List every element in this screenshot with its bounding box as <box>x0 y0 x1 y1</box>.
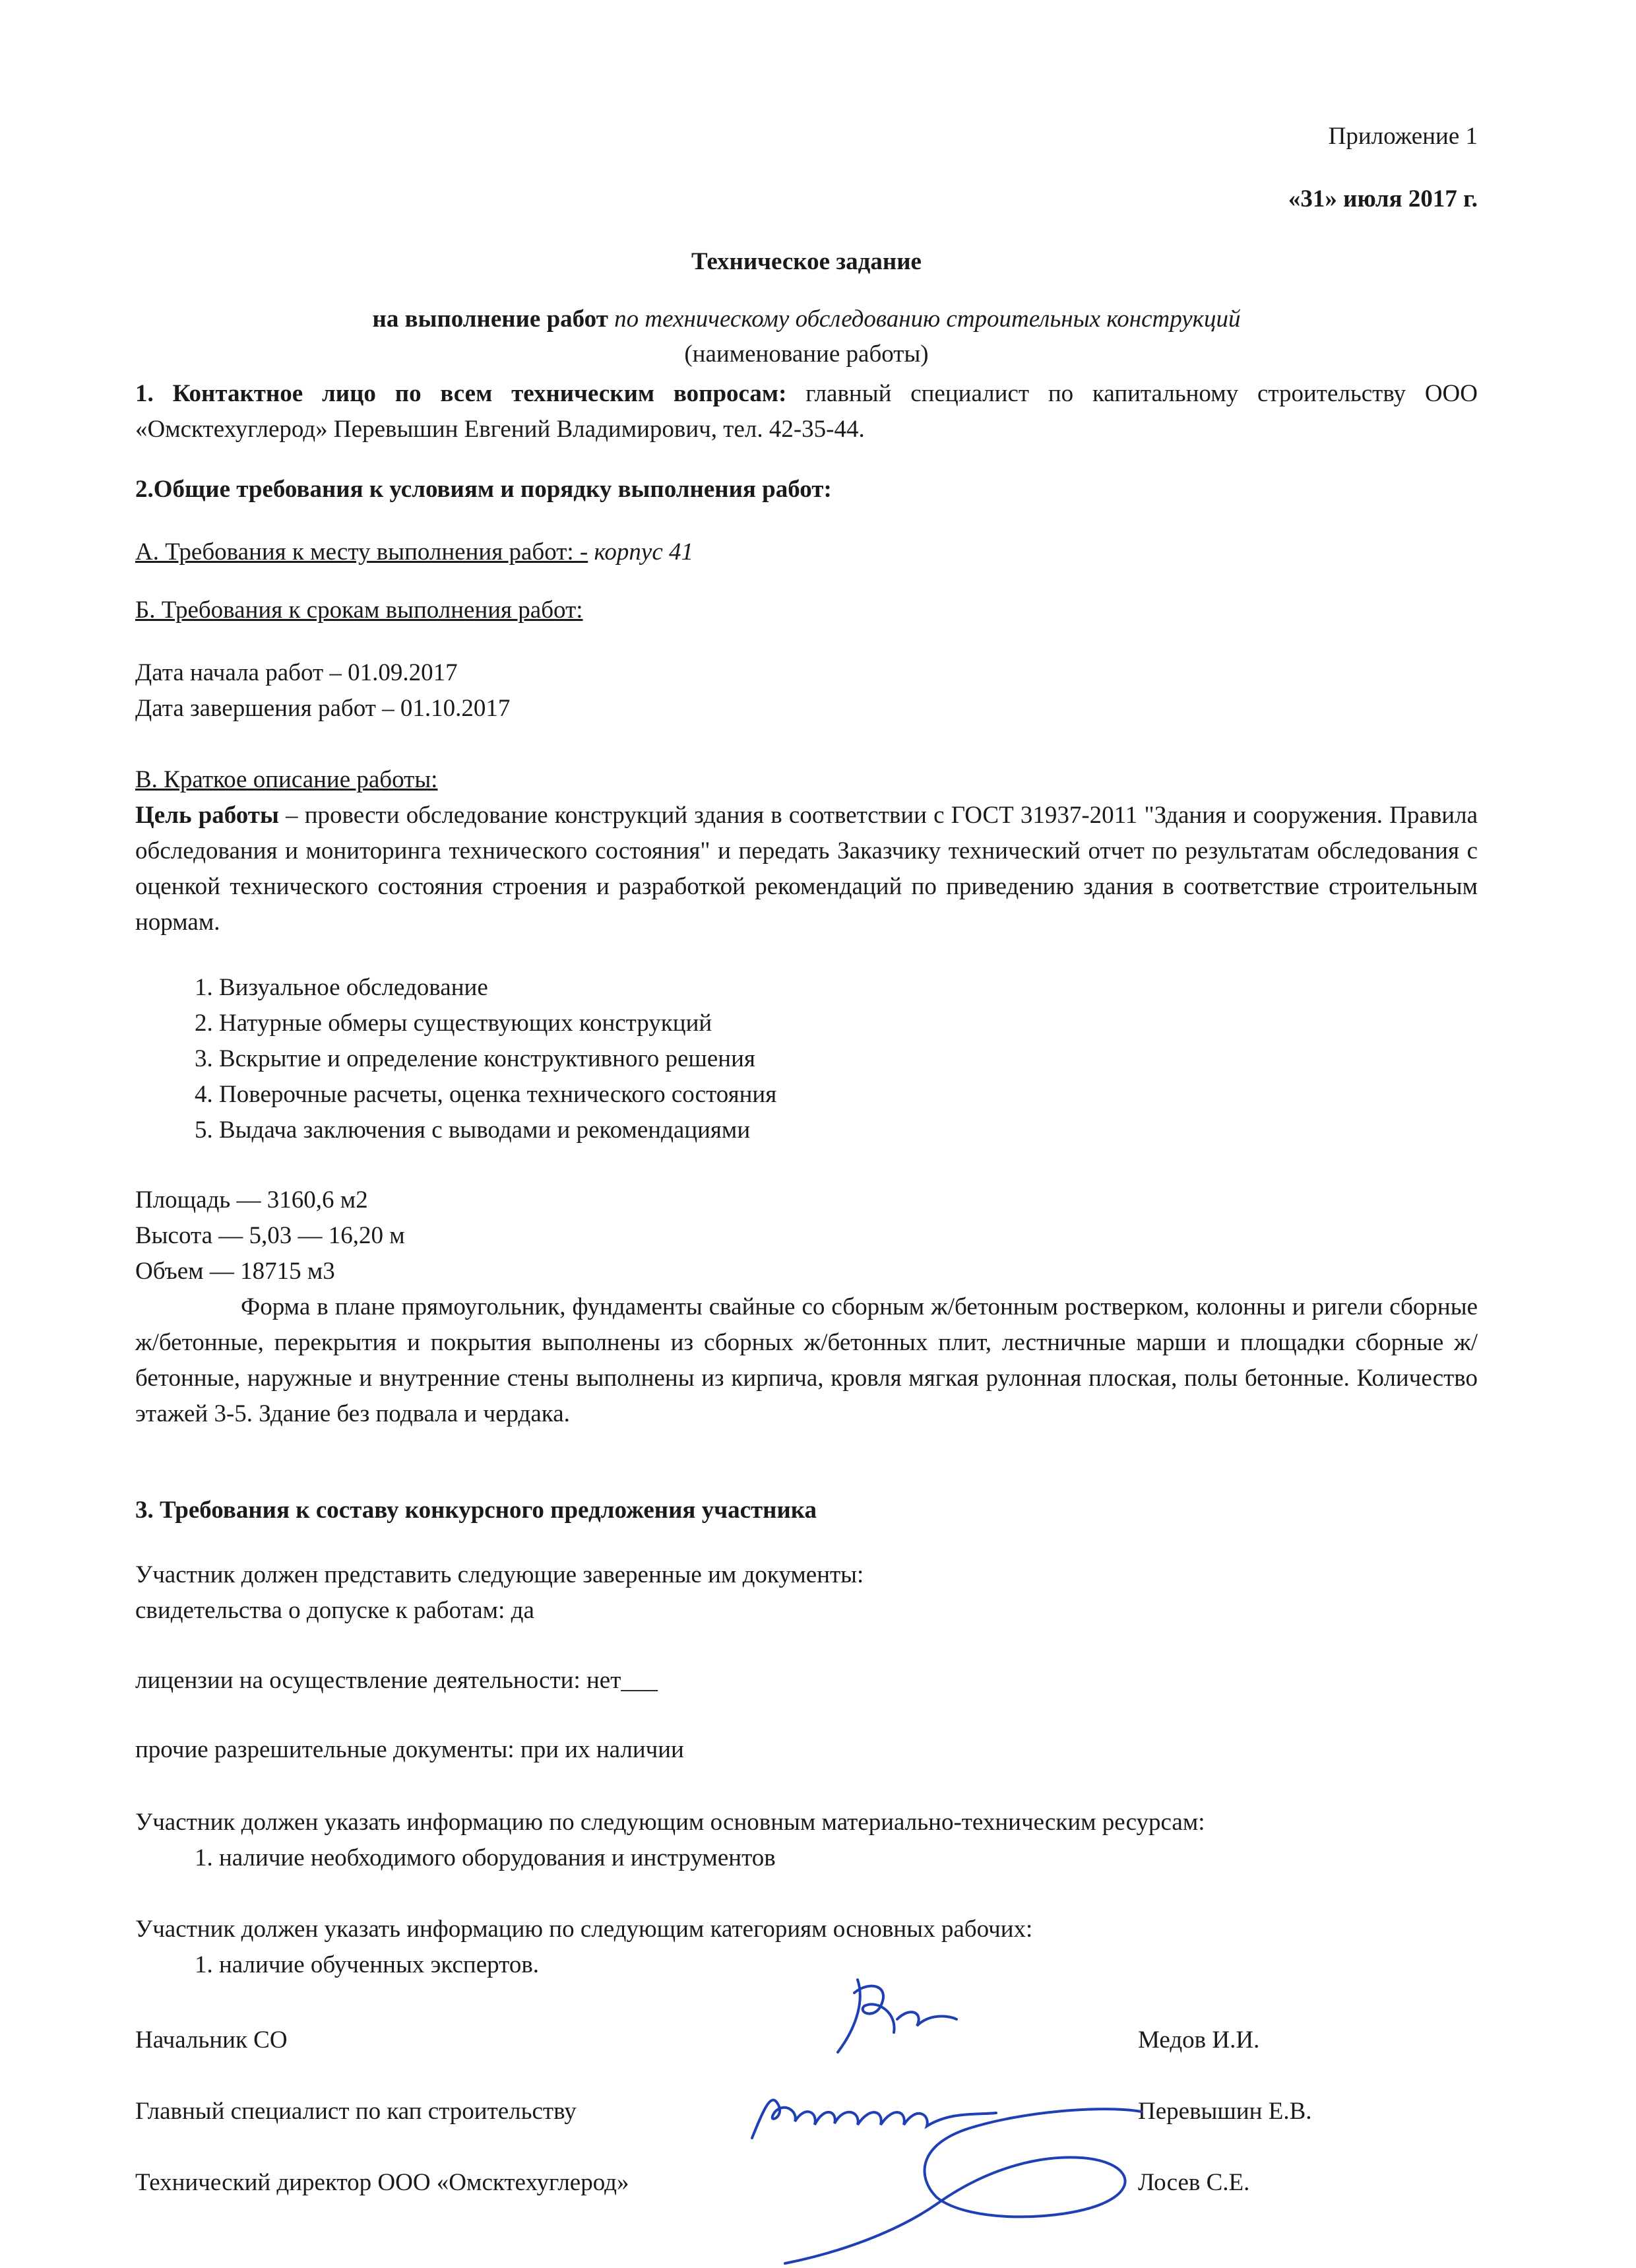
place-requirement <box>135 535 1478 570</box>
building-description: Форма в плане прямоугольник, фундаменты свайные со сборным ж/бетонным ростверком, колонны и ригели сборные ж/бетонные, перекрытия и покрытия выполнены из сборных ж/бетонных плит, лестничные марши и площадки сборные ж/бетонные, наружные и внутренние стены выполнены из кирпича, кровля мягкая рулонная плоская, полы бетонные. Количество этажей 3-5. Здание без подвала и чердака. <box>135 1293 1478 1427</box>
resources-item: 1. наличие необходимого оборудования и инструментов <box>195 1844 776 1871</box>
subtitle-note: (наименование работы) <box>684 340 929 368</box>
steps-list <box>195 970 1448 1148</box>
docs-other: прочие разрешительные документы: при их наличии <box>135 1736 684 1763</box>
section-1 <box>135 376 1478 447</box>
volume-value: Объем — 18715 м3 <box>135 1258 335 1285</box>
timing-label: Б. Требования к срокам выполнения работ: <box>135 597 583 624</box>
list-item: 5. Выдача заключения с выводами и рекомендациями <box>195 1117 751 1144</box>
section-3-heading: 3. Требования к составу конкурсного предложения участника <box>135 1497 817 1524</box>
workers-item: 1. наличие обученных экспертов. <box>195 1951 540 1978</box>
document-title: Техническое задание <box>691 248 922 275</box>
area-value: Площадь — 3160,6 м2 <box>135 1186 368 1214</box>
signer-role: Начальник СО <box>135 2026 288 2054</box>
list-item: 1. Визуальное обследование <box>195 974 488 1001</box>
subtitle-bold: на выполнение работ <box>372 306 615 333</box>
place-label: А. Требования к месту выполнения работ: - <box>135 538 588 566</box>
end-date: Дата завершения работ – 01.10.2017 <box>135 695 511 722</box>
signature-row <box>135 2026 1389 2065</box>
document-date: «31» июля 2017 г. <box>1288 185 1478 212</box>
resources-intro: Участник должен указать информацию по следующим основным материально-техническим ресурсам: <box>135 1809 1205 1836</box>
signature-row <box>135 2168 1389 2208</box>
goal-text: – провести обследование конструкций здания в соответствии с ГОСТ 31937-2011 "Здания и сооружения. Правила обследования и мониторинга технического состояния" и передать Заказчику технический отчет по результатам обследования с оценкой технического состояния строения и разработкой рекомендаций по приведению здания в соответствие строительным нормам. <box>135 802 1478 936</box>
place-value: корпус 41 <box>588 538 694 566</box>
list-item: 4. Поверочные расчеты, оценка технического состояния <box>195 1081 777 1108</box>
building-parameters <box>135 1183 1478 1432</box>
signer-role: Технический директор ООО «Омсктехуглерод» <box>135 2169 629 2196</box>
docs-license: лицензии на осуществление деятельности: нет___ <box>135 1667 658 1694</box>
appendix-label: Приложение 1 <box>1328 123 1478 150</box>
section-1-text: главный специалист по капитальному строительству ООО «Омсктехуглерод» Перевышин Евгений Владимирович, тел. 42-35-44. <box>135 380 1478 443</box>
signature-losev-icon <box>772 2098 1181 2268</box>
docs-permit: свидетельства о допуске к работам: да <box>135 1597 534 1624</box>
signer-name: Лосев С.Е. <box>1138 2169 1250 2196</box>
workers-intro: Участник должен указать информацию по следующим категориям основных рабочих: <box>135 1916 1033 1943</box>
list-item: 2. Натурные обмеры существующих конструкций <box>195 1010 712 1037</box>
goal-paragraph <box>135 798 1478 940</box>
description-label: В. Краткое описание работы: <box>135 766 438 793</box>
goal-label: Цель работы <box>135 802 279 829</box>
docs-intro: Участник должен представить следующие заверенные им документы: <box>135 1561 864 1588</box>
signer-role: Главный специалист по кап строительству <box>135 2098 577 2125</box>
list-item: 3. Вскрытие и определение конструктивного решения <box>195 1045 755 1072</box>
start-date: Дата начала работ – 01.09.2017 <box>135 659 458 686</box>
height-value: Высота — 5,03 — 16,20 м <box>135 1222 405 1249</box>
signer-name: Медов И.И. <box>1138 2026 1260 2054</box>
section-2-heading: 2.Общие требования к условиям и порядку выполнения работ: <box>135 476 832 503</box>
signer-name: Перевышин Е.В. <box>1138 2098 1312 2125</box>
subtitle-italic: по техническому обследованию строительных конструкций <box>614 306 1241 333</box>
document-subtitle <box>135 305 1478 333</box>
section-1-heading: 1. Контактное лицо по всем техническим вопросам: <box>135 380 787 407</box>
